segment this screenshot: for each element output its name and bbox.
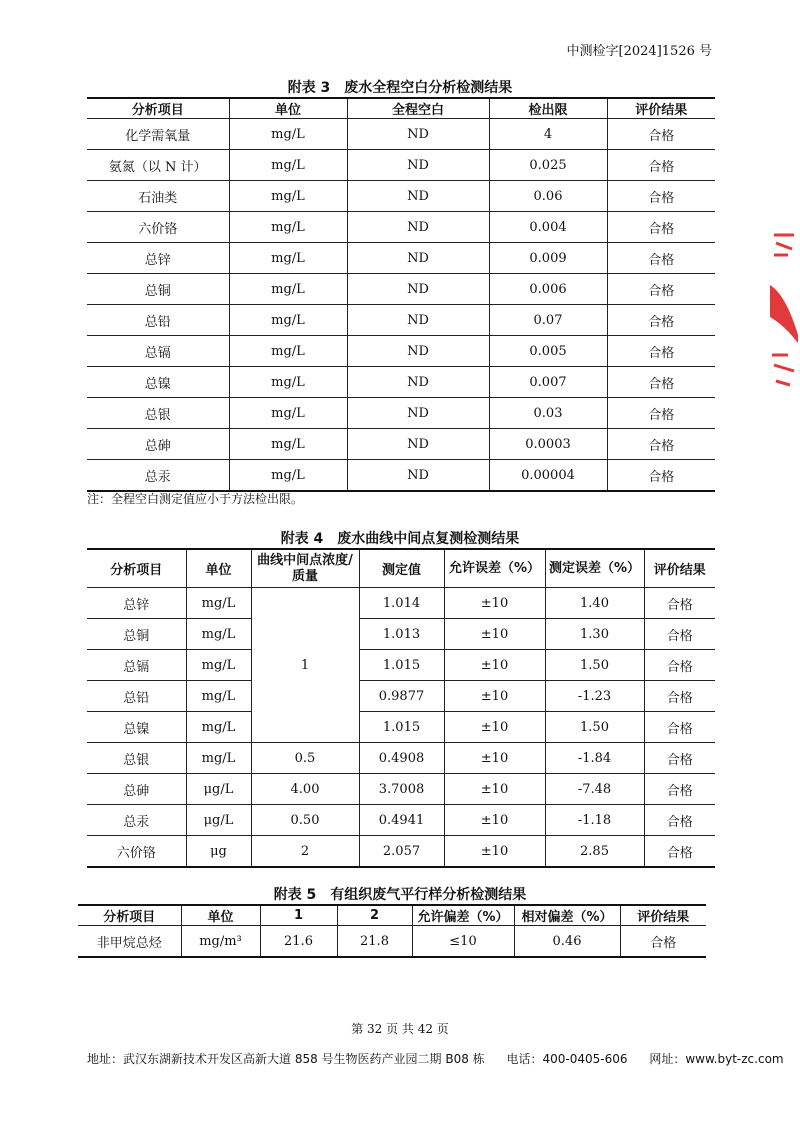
- table-cell: 石油类: [87, 181, 229, 212]
- table-cell: μg: [186, 836, 251, 868]
- table-cell: mg/L: [186, 681, 251, 712]
- table-cell: 合格: [607, 367, 715, 398]
- table3-header-1: 单位: [229, 98, 347, 119]
- table-cell: 非甲烷总烃: [78, 926, 181, 958]
- table-cell: ≤10: [412, 926, 514, 958]
- table-cell: 化学需氧量: [87, 119, 229, 150]
- table5-parallel-samples: [78, 904, 706, 958]
- table-cell: 总镉: [87, 650, 186, 681]
- table-cell: 合格: [644, 743, 715, 774]
- table3-note: 注：全程空白测定值应小于方法检出限。: [87, 492, 304, 506]
- table-cell: 合格: [644, 836, 715, 868]
- table-cell: 合格: [644, 650, 715, 681]
- table3-header-4: 评价结果: [607, 98, 715, 119]
- table-cell: mg/L: [186, 588, 251, 619]
- table5-header-4: 允许偏差（%）: [412, 905, 514, 926]
- table-cell: mg/m³: [181, 926, 260, 958]
- table-cell: 0.9877: [359, 681, 444, 712]
- table-cell: mg/L: [229, 460, 347, 492]
- table4-header-5: 测定误差（%）: [545, 549, 644, 588]
- table5-title: 附表 5 有组织废气平行样分析检测结果: [273, 887, 527, 903]
- table-cell: 0.4941: [359, 805, 444, 836]
- table-cell: 合格: [607, 398, 715, 429]
- table-row: [87, 836, 715, 868]
- table-cell: mg/L: [229, 119, 347, 150]
- table-cell: ±10: [444, 805, 545, 836]
- table-cell: 0.03: [489, 398, 607, 429]
- table4-header-4: 允许误差（%）: [444, 549, 545, 588]
- table-cell: 1.014: [359, 588, 444, 619]
- table-cell: mg/L: [186, 650, 251, 681]
- table-cell: 总砷: [87, 429, 229, 460]
- table-cell: 0.5: [251, 743, 359, 774]
- table-row: [87, 336, 715, 367]
- table-cell: 0.004: [489, 212, 607, 243]
- table3-header-0: 分析项目: [87, 98, 229, 119]
- table-cell: 总银: [87, 743, 186, 774]
- table-cell: ND: [347, 243, 489, 274]
- table-cell: ±10: [444, 712, 545, 743]
- table-cell: 合格: [644, 619, 715, 650]
- table-cell: 1.50: [545, 712, 644, 743]
- table-cell: 0.009: [489, 243, 607, 274]
- table-cell: 总铜: [87, 619, 186, 650]
- table-cell: ND: [347, 119, 489, 150]
- table-cell: -7.48: [545, 774, 644, 805]
- table-row: [87, 119, 715, 150]
- table3-title: 附表 3 废水全程空白分析检测结果: [287, 80, 513, 96]
- table-cell: 0.006: [489, 274, 607, 305]
- table-cell: μg/L: [186, 774, 251, 805]
- table5-header-0: 分析项目: [78, 905, 181, 926]
- table-cell: ND: [347, 398, 489, 429]
- table-row: [87, 619, 715, 650]
- table-cell: ±10: [444, 774, 545, 805]
- table-cell: μg/L: [186, 805, 251, 836]
- table-row: [87, 429, 715, 460]
- table4-title: 附表 4 废水曲线中间点复测检测结果: [280, 531, 520, 547]
- table-cell: 0.07: [489, 305, 607, 336]
- table3-header-3: 检出限: [489, 98, 607, 119]
- table-cell: mg/L: [229, 150, 347, 181]
- table-cell: 0.46: [514, 926, 620, 958]
- table-cell: 0.0003: [489, 429, 607, 460]
- table-cell: 六价铬: [87, 212, 229, 243]
- table-row: [87, 367, 715, 398]
- table-cell: ND: [347, 336, 489, 367]
- table-cell: 合格: [607, 460, 715, 492]
- table4-header-0: 分析项目: [87, 549, 186, 588]
- table-row: [87, 712, 715, 743]
- table-cell: 1.013: [359, 619, 444, 650]
- table-cell: 4.00: [251, 774, 359, 805]
- table-cell: 六价铬: [87, 836, 186, 868]
- table-cell: ND: [347, 367, 489, 398]
- table-cell: 0.50: [251, 805, 359, 836]
- table-cell: ±10: [444, 836, 545, 868]
- table-cell: 4: [489, 119, 607, 150]
- table-cell: 合格: [607, 243, 715, 274]
- table-cell: -1.84: [545, 743, 644, 774]
- table-cell: 1.015: [359, 712, 444, 743]
- table-cell: 0.005: [489, 336, 607, 367]
- table-cell: 合格: [620, 926, 706, 958]
- table-cell: 1.30: [545, 619, 644, 650]
- table-cell: -1.18: [545, 805, 644, 836]
- table-row: [87, 460, 715, 492]
- table-cell: 总铜: [87, 274, 229, 305]
- table5-header-3: 2: [337, 905, 412, 926]
- table-cell: 合格: [607, 305, 715, 336]
- table-cell: 1.50: [545, 650, 644, 681]
- table-cell: 合格: [644, 681, 715, 712]
- table-row: [87, 774, 715, 805]
- table-row: [87, 181, 715, 212]
- table-cell: 总镉: [87, 336, 229, 367]
- table-row: [87, 681, 715, 712]
- table-cell: 合格: [607, 181, 715, 212]
- table-cell: 1: [251, 588, 359, 743]
- table-cell: ±10: [444, 619, 545, 650]
- table-cell: ND: [347, 212, 489, 243]
- table-row: [87, 274, 715, 305]
- table-row: [87, 150, 715, 181]
- table-cell: 0.00004: [489, 460, 607, 492]
- table5-header-1: 单位: [181, 905, 260, 926]
- table-cell: 合格: [644, 712, 715, 743]
- table-cell: 0.007: [489, 367, 607, 398]
- seal-stamp-fragment: [768, 225, 800, 395]
- table-row: [78, 926, 706, 958]
- table-cell: 总汞: [87, 460, 229, 492]
- table-cell: 总铅: [87, 681, 186, 712]
- table-cell: 合格: [644, 588, 715, 619]
- table-cell: mg/L: [229, 398, 347, 429]
- table-cell: mg/L: [229, 367, 347, 398]
- table-cell: 2.85: [545, 836, 644, 868]
- table-cell: 氨氮（以 N 计）: [87, 150, 229, 181]
- table-cell: mg/L: [186, 743, 251, 774]
- table-cell: 总锌: [87, 243, 229, 274]
- table-cell: mg/L: [229, 181, 347, 212]
- table3-blank-analysis: [87, 97, 715, 492]
- footer-website: 网址：www.byt-zc.com: [649, 1052, 784, 1066]
- table-cell: mg/L: [229, 274, 347, 305]
- table-row: [87, 650, 715, 681]
- table4-header-6: 评价结果: [644, 549, 715, 588]
- table-row: [87, 305, 715, 336]
- table-cell: 21.8: [337, 926, 412, 958]
- table-cell: 1.40: [545, 588, 644, 619]
- table-row: [87, 212, 715, 243]
- table-cell: ND: [347, 150, 489, 181]
- table-cell: 总镍: [87, 712, 186, 743]
- table5-header-2: 1: [260, 905, 337, 926]
- table-cell: ND: [347, 305, 489, 336]
- table-cell: 2.057: [359, 836, 444, 868]
- table-cell: -1.23: [545, 681, 644, 712]
- document-number: 中测检字[2024]1526 号: [566, 44, 712, 59]
- table-cell: 总锌: [87, 588, 186, 619]
- table-cell: 1.015: [359, 650, 444, 681]
- table-cell: 总铅: [87, 305, 229, 336]
- table-cell: mg/L: [229, 212, 347, 243]
- table-cell: 总砷: [87, 774, 186, 805]
- table5-header-5: 相对偏差（%）: [514, 905, 620, 926]
- table-cell: 合格: [644, 774, 715, 805]
- table-cell: ±10: [444, 681, 545, 712]
- table5-header-6: 评价结果: [620, 905, 706, 926]
- table-row: [87, 588, 715, 619]
- table-cell: ND: [347, 181, 489, 212]
- table4-header-1: 单位: [186, 549, 251, 588]
- page-number: 第 32 页 共 42 页: [351, 1022, 449, 1036]
- table-cell: ND: [347, 429, 489, 460]
- table-cell: 合格: [607, 119, 715, 150]
- footer-contact: [87, 1050, 800, 1067]
- table-cell: 21.6: [260, 926, 337, 958]
- table-cell: 总银: [87, 398, 229, 429]
- table-cell: mg/L: [229, 336, 347, 367]
- table-row: [87, 743, 715, 774]
- table-cell: 总镍: [87, 367, 229, 398]
- table-cell: ND: [347, 274, 489, 305]
- table-cell: ±10: [444, 743, 545, 774]
- table4-midpoint-retest: [87, 548, 715, 868]
- table-cell: 0.4908: [359, 743, 444, 774]
- footer-phone: 电话：400-0405-606: [506, 1052, 628, 1066]
- table-cell: mg/L: [186, 619, 251, 650]
- table-cell: mg/L: [229, 305, 347, 336]
- table4-header-3: 测定值: [359, 549, 444, 588]
- table-cell: 合格: [607, 429, 715, 460]
- table3-header-2: 全程空白: [347, 98, 489, 119]
- table-cell: mg/L: [229, 243, 347, 274]
- table-row: [87, 805, 715, 836]
- table4-header-2: 曲线中间点浓度/质量: [251, 549, 359, 588]
- table-cell: 2: [251, 836, 359, 868]
- table-cell: 合格: [607, 336, 715, 367]
- table-cell: ±10: [444, 650, 545, 681]
- table-cell: 合格: [644, 805, 715, 836]
- table-cell: 3.7008: [359, 774, 444, 805]
- table-cell: 0.025: [489, 150, 607, 181]
- table-cell: ND: [347, 460, 489, 492]
- table-row: [87, 398, 715, 429]
- table-cell: 合格: [607, 212, 715, 243]
- table-row: [87, 243, 715, 274]
- table-cell: 总汞: [87, 805, 186, 836]
- table-cell: mg/L: [229, 429, 347, 460]
- table-cell: 0.06: [489, 181, 607, 212]
- footer-address: 地址：武汉东湖新技术开发区高新大道 858 号生物医药产业园二期 B08 栋: [87, 1052, 485, 1066]
- table-cell: ±10: [444, 588, 545, 619]
- table-cell: 合格: [607, 150, 715, 181]
- table-cell: 合格: [607, 274, 715, 305]
- table-cell: mg/L: [186, 712, 251, 743]
